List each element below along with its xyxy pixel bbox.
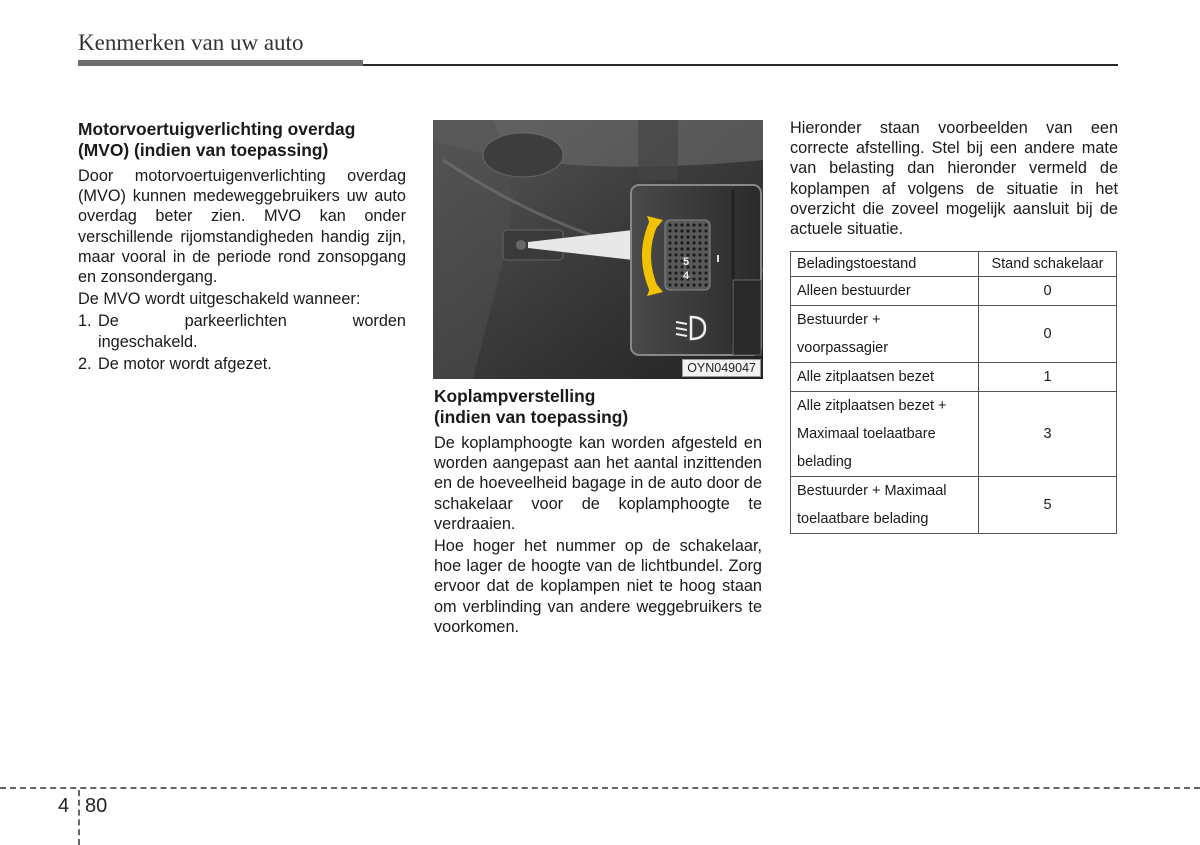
table-cell-condition: [791, 306, 979, 363]
headlamp-leveling-figure: [433, 120, 763, 379]
chapter-number: 4: [58, 795, 70, 817]
list-word: parkeerlichten: [184, 312, 287, 331]
table-cell-condition: [791, 277, 979, 306]
cell-line: voorpassagier: [797, 340, 889, 356]
table-row: [791, 392, 1117, 477]
list-item: [78, 311, 406, 351]
list-item: [78, 354, 406, 374]
header-rule-thin: [363, 64, 1118, 66]
table-cell-value: 1: [979, 363, 1117, 392]
heading-line: (MVO) (indien van toepassing): [78, 140, 329, 160]
list-text-line: [98, 311, 406, 331]
table-row: [791, 277, 1117, 306]
cell-line: toelaatbare belading: [797, 511, 929, 527]
table-cell-value: 0: [979, 306, 1117, 363]
section-heading-drl: [78, 119, 406, 161]
heading-line: (indien van toepassing): [434, 407, 629, 427]
page-number: 80: [85, 795, 108, 817]
cell-line: Maximaal toelaatbare: [797, 426, 936, 442]
list-number: 2.: [78, 354, 92, 373]
dial-number: 4: [683, 270, 690, 282]
figure-code: OYN049047: [682, 359, 761, 377]
cell-line: Alleen bestuurder: [797, 283, 911, 299]
column-headlamp-leveling: [434, 386, 762, 637]
cell-line: Bestuurder +: [797, 312, 881, 328]
footer-separator: [78, 790, 80, 845]
load-condition-table: [790, 251, 1117, 534]
table-cell-condition: [791, 477, 979, 534]
running-header: Kenmerken van uw auto: [78, 30, 304, 55]
cell-line: belading: [797, 454, 852, 470]
cell-line: Alle zitplaatsen bezet +: [797, 398, 947, 414]
header-rule-thick: [78, 60, 363, 66]
list-text: [98, 311, 406, 351]
table-header-cell: Beladingstoestand: [791, 252, 979, 277]
column-drl: [78, 119, 406, 374]
table-row: [791, 306, 1117, 363]
paragraph: De MVO wordt uitgeschakeld wanneer:: [78, 290, 361, 309]
heading-line: Koplampverstelling: [434, 386, 596, 406]
section-heading-leveling: [434, 386, 762, 428]
dashboard-illustration: [433, 120, 763, 379]
paragraph: Door motorvoertuigenverlichting overdag (MVO) kunnen medeweggebruikers uw auto overdag beter zien. MVO kan onder verschillende rijomstandigheden handig zijn, maar vooral in de periode rond zonsopgang en zonsondergang.: [78, 167, 406, 287]
table-header-row: [791, 252, 1117, 277]
table-cell-value: 3: [979, 392, 1117, 477]
footer-rule: [0, 787, 1200, 789]
column-examples: [790, 118, 1118, 239]
list-word: De: [98, 312, 119, 331]
paragraph: Hieronder staan voorbeelden van een correcte afstelling. Stel bij een andere mate van belasting dan hieronder vermeld de koplampen af volgens de situatie in het overzicht die zoveel mogelijk aansluit bij de actuele situatie.: [790, 119, 1118, 239]
table-cell-value: 0: [979, 277, 1117, 306]
table-row: [791, 363, 1117, 392]
paragraph: De koplamphoogte kan worden afgesteld en worden aangepast aan het aantal inzittenden en de hoeveelheid bagage in de auto door de schakelaar voor de koplamphoogte te verdraaien.: [434, 434, 762, 533]
list-word: worden: [352, 312, 406, 331]
list-number: 1.: [78, 312, 92, 331]
table-header-cell: Stand schakelaar: [979, 252, 1117, 277]
table-cell-condition: [791, 363, 979, 392]
heading-line: Motorvoertuigverlichting overdag: [78, 119, 356, 139]
list-text: De motor wordt afgezet.: [98, 354, 272, 373]
table-row: [791, 477, 1117, 534]
cell-line: Bestuurder + Maximaal: [797, 483, 947, 499]
dial-number: 5: [683, 256, 690, 268]
table-cell-condition: [791, 392, 979, 477]
cell-line: Alle zitplaatsen bezet: [797, 369, 935, 385]
paragraph: Hoe hoger het nummer op de schakelaar, hoe lager de hoogte van de lichtbundel. Zorg ervoor dat de koplampen niet te hoog staan om verblinding van andere weggebruikers te voorkomen.: [434, 537, 762, 636]
table-cell-value: 5: [979, 477, 1117, 534]
list-text-line: ingeschakeld.: [98, 332, 198, 351]
